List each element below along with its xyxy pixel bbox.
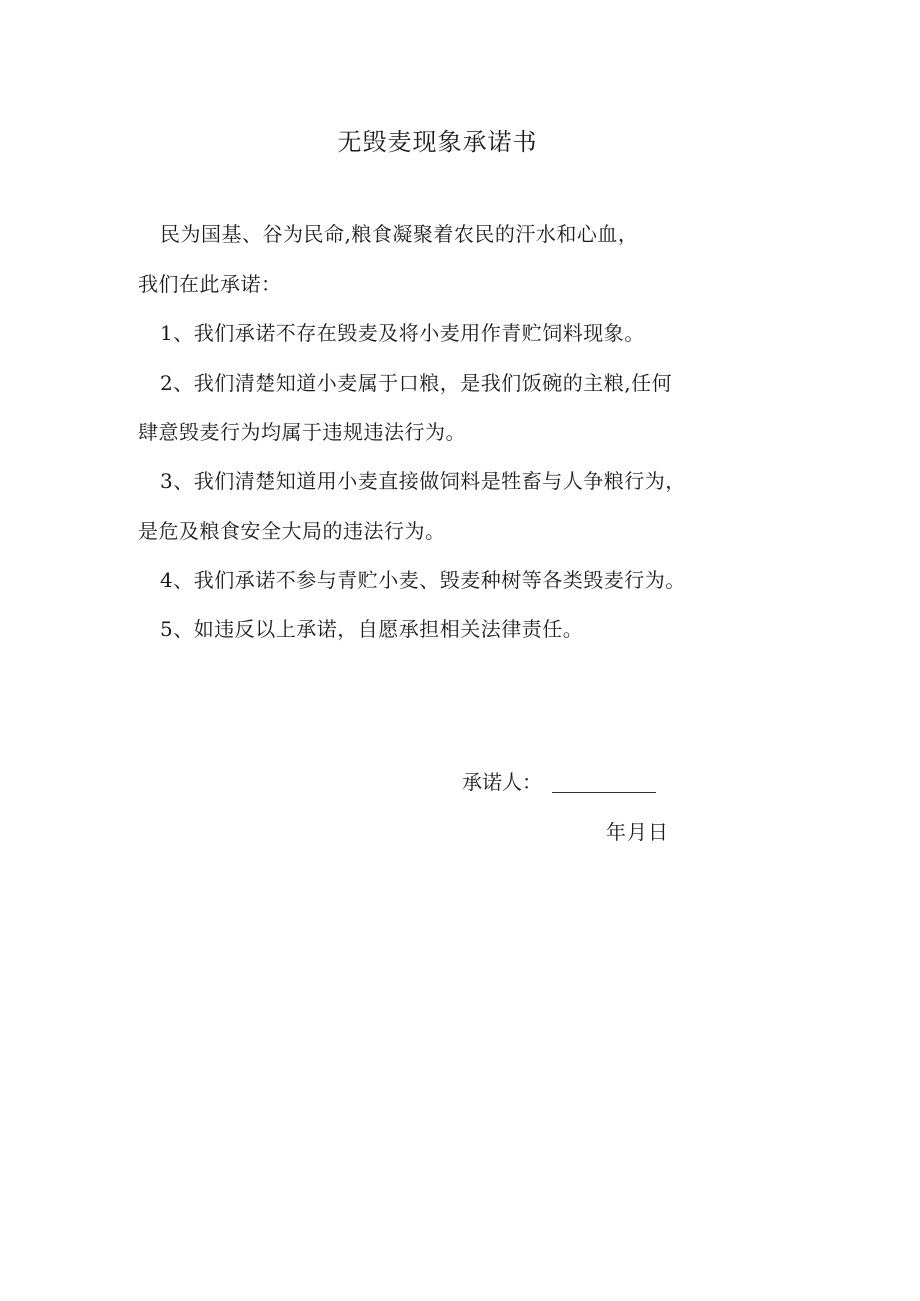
document-title: 无毁麦现象承诺书: [337, 128, 538, 156]
signature-block: [462, 766, 656, 795]
pledge-item-3: 3、我们清楚知道用小麦直接做饲料是牲畜与人争粮行为，: [160, 469, 686, 493]
date-label: 年月日: [606, 820, 669, 844]
pledge-item-3-cont: 是危及粮食安全大局的违法行为。: [138, 519, 446, 543]
signature-line: [552, 770, 656, 793]
pledge-item-1: 1、我们承诺不存在毁麦及将小麦用作青贮饲料现象。: [160, 321, 645, 345]
pledge-item-5: 5、如违反以上承诺，自愿承担相关法律责任。: [160, 617, 584, 641]
signer-label: 承诺人：: [462, 770, 542, 794]
pledge-item-2: 2、我们清楚知道小麦属于口粮，是我们饭碗的主粮,任何: [160, 371, 673, 395]
intro-line-1: 民为国基、谷为民命,粮食凝聚着农民的汗水和心血，: [160, 222, 639, 246]
intro-line-2: 我们在此承诺：: [138, 272, 282, 296]
pledge-item-2-cont: 肆意毁麦行为均属于违规违法行为。: [138, 420, 466, 444]
pledge-item-4: 4、我们承诺不参与青贮小麦、毁麦种树等各类毁麦行为。: [160, 568, 686, 592]
